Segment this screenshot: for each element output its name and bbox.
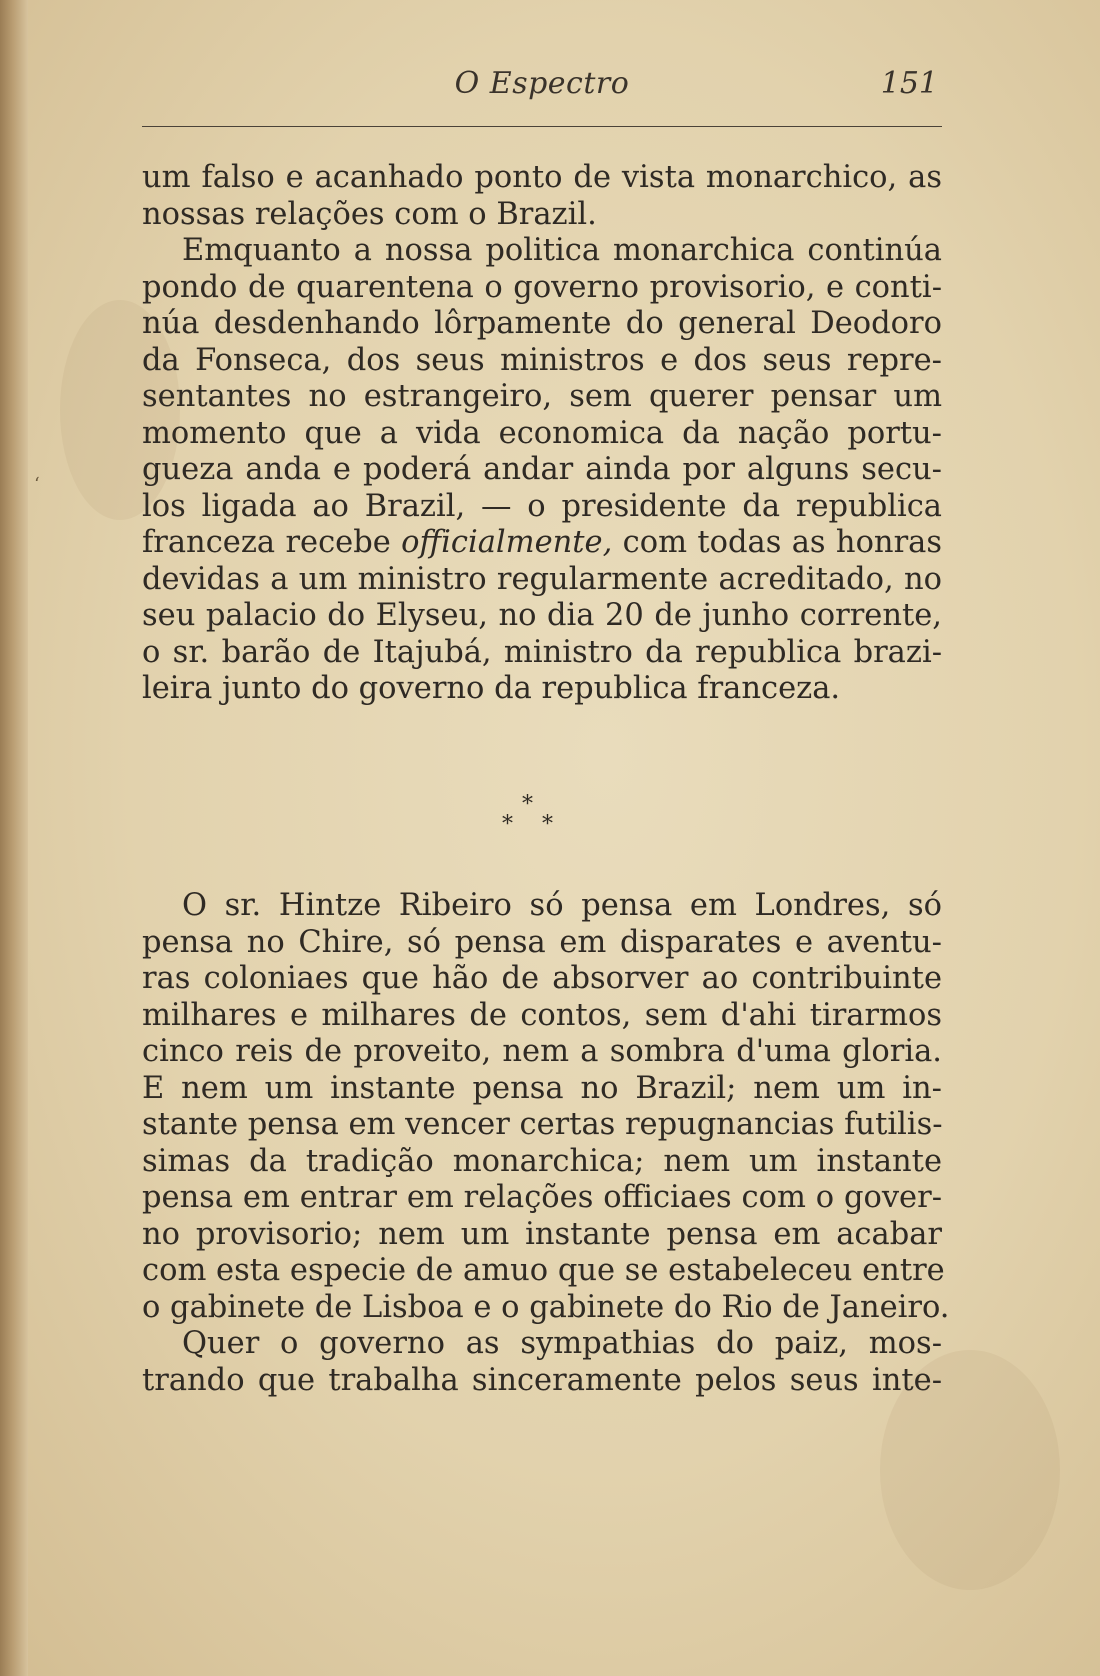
text-line: da Fonseca, dos seus ministros e dos seus repre- <box>142 342 942 378</box>
text-line: los ligada ao Brazil, — o presidente da republica <box>142 488 942 524</box>
text-line: seu palacio do Elyseu, no dia 20 de junho corrente, <box>142 598 942 633</box>
text-line: momento que a vida economica da nação portu- <box>142 415 942 451</box>
section-separator <box>500 792 560 842</box>
paragraph-4 <box>142 1326 942 1399</box>
text-line: trando que trabalha sinceramente pelos seus inte- <box>142 1362 942 1398</box>
paragraph-1 <box>142 160 942 233</box>
text-line: um falso e acanhado ponto de vista monarchico, as <box>142 160 942 195</box>
running-head <box>142 66 942 106</box>
text-line: Emquanto a nossa politica monarchica continúa <box>182 233 942 268</box>
text-line: pensa em entrar em relações officiaes com o gover- <box>142 1180 942 1215</box>
text-line: E nem um instante pensa no Brazil; nem um in- <box>142 1070 942 1106</box>
text-line: no provisorio; nem um instante pensa em acabar <box>142 1216 942 1252</box>
page-number: 151 <box>880 66 938 101</box>
text-line: pondo de quarentena o governo provisorio, e conti- <box>142 269 942 305</box>
running-title: O Espectro <box>454 66 630 101</box>
text-line: milhares e milhares de contos, sem d'ahi tirarmos <box>142 997 942 1033</box>
text-line: o sr. barão de Itajubá, ministro da republica brazi- <box>142 634 942 670</box>
text-line: pensa no Chire, só pensa em disparates e aventu- <box>142 924 942 960</box>
text-line: com esta especie de amuo que se estabeleceu entre <box>142 1253 945 1288</box>
margin-mark: ʻ <box>34 474 40 495</box>
separator-star: * <box>502 812 513 837</box>
text-line: ras coloniaes que hão de absorver ao contribuinte <box>142 961 942 996</box>
text-line: nossas relações com o Brazil. <box>142 196 597 232</box>
text-line: Quer o governo as sympathias do paiz, mos- <box>182 1326 942 1361</box>
separator-star: * <box>542 812 553 837</box>
binding-edge <box>0 0 28 1676</box>
text-line: gueza anda e poderá andar ainda por alguns secu- <box>142 452 942 487</box>
paragraph-2 <box>142 233 942 708</box>
text-line: simas da tradição monarchica; nem um instante <box>142 1143 942 1179</box>
text-line: o gabinete de Lisboa e o gabinete do Rio de Janeiro. <box>142 1289 950 1325</box>
paragraph-3 <box>142 888 950 1326</box>
text-line: devidas a um ministro regularmente acreditado, no <box>142 561 942 597</box>
text-line: O sr. Hintze Ribeiro só pensa em Londres, só <box>182 888 942 923</box>
text-line: leira junto do governo da republica franceza. <box>142 671 841 706</box>
text-line: cinco reis de proveito, nem a sombra d'uma gloria. <box>142 1034 942 1069</box>
text-line: stante pensa em vencer certas repugnancias futilis- <box>142 1107 943 1142</box>
text-line <box>142 525 942 562</box>
text-line: sentantes no estrangeiro, sem querer pensar um <box>142 379 942 414</box>
text-run: franceza recebe <box>142 525 402 560</box>
text-line: núa desdenhando lôrpamente do general Deodoro <box>142 306 942 341</box>
italic-word: officialmente, <box>401 525 613 560</box>
text-run: com todas as honras <box>612 525 942 560</box>
header-rule <box>142 126 942 127</box>
separator-star: * <box>522 792 533 817</box>
